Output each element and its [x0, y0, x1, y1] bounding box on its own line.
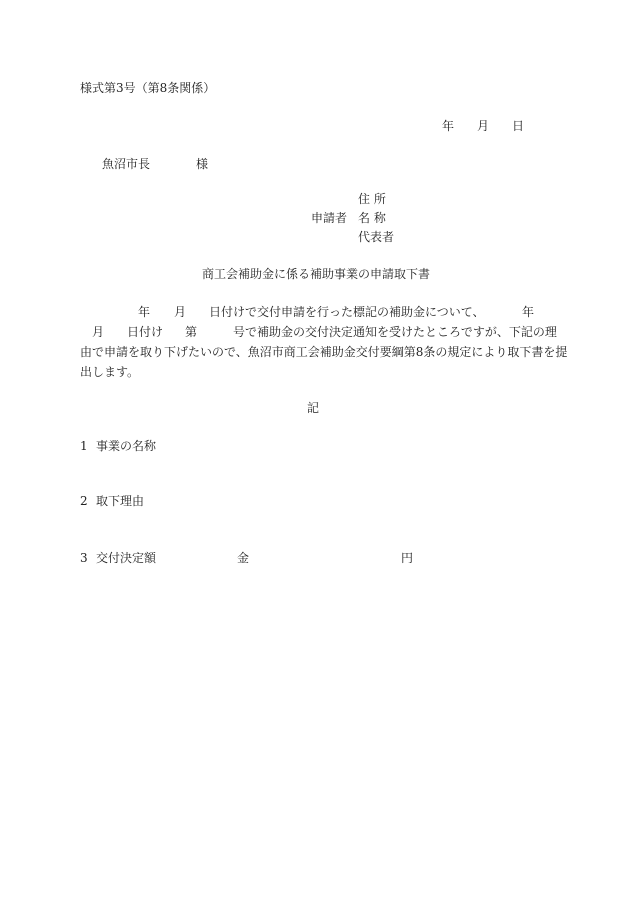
- body-line3: 由で申請を取り下げたいので、魚沼市商工会補助金交付要綱第8条の規定により取下書を提: [80, 345, 568, 359]
- body-line2-number-prefix: 第: [185, 325, 198, 339]
- body-line1-text: 日付けで交付申請を行った標記の補助金について、: [209, 305, 485, 319]
- applicant-representative-label: 代表者: [358, 230, 395, 244]
- item-3-label: 交付決定額: [96, 551, 157, 565]
- body-line1-month: 月: [174, 305, 187, 319]
- addressee-honorific: 様: [196, 157, 209, 171]
- form-number: 様式第3号（第8条関係）: [80, 81, 216, 95]
- date-year: 年: [442, 119, 455, 133]
- date-month: 月: [477, 119, 490, 133]
- item-3-unit: 円: [401, 551, 414, 565]
- document-title: 商工会補助金に係る補助事業の申請取下書: [202, 267, 431, 281]
- body-line2-date: 日付け: [127, 325, 164, 339]
- applicant-label: 申請者: [311, 211, 348, 225]
- addressee-city: 魚沼市長: [102, 157, 151, 171]
- body-line2-month: 月: [92, 325, 105, 339]
- applicant-address-label: 住 所: [358, 192, 386, 206]
- item-1-number: 1: [80, 439, 88, 453]
- body-line1-year2: 年: [522, 305, 535, 319]
- date-day: 日: [512, 119, 525, 133]
- applicant-name-label: 名 称: [358, 211, 386, 225]
- item-2-label: 取下理由: [96, 494, 145, 508]
- item-3-currency-prefix: 金: [237, 551, 250, 565]
- item-2-number: 2: [80, 494, 88, 508]
- note-heading: 記: [307, 401, 320, 415]
- body-line1-year: 年: [138, 305, 151, 319]
- item-1-label: 事業の名称: [96, 439, 157, 453]
- item-3-number: 3: [80, 551, 88, 565]
- body-line2-text: 号で補助金の交付決定通知を受けたところですが、下記の理: [233, 325, 557, 339]
- body-line4: 出します。: [80, 365, 140, 379]
